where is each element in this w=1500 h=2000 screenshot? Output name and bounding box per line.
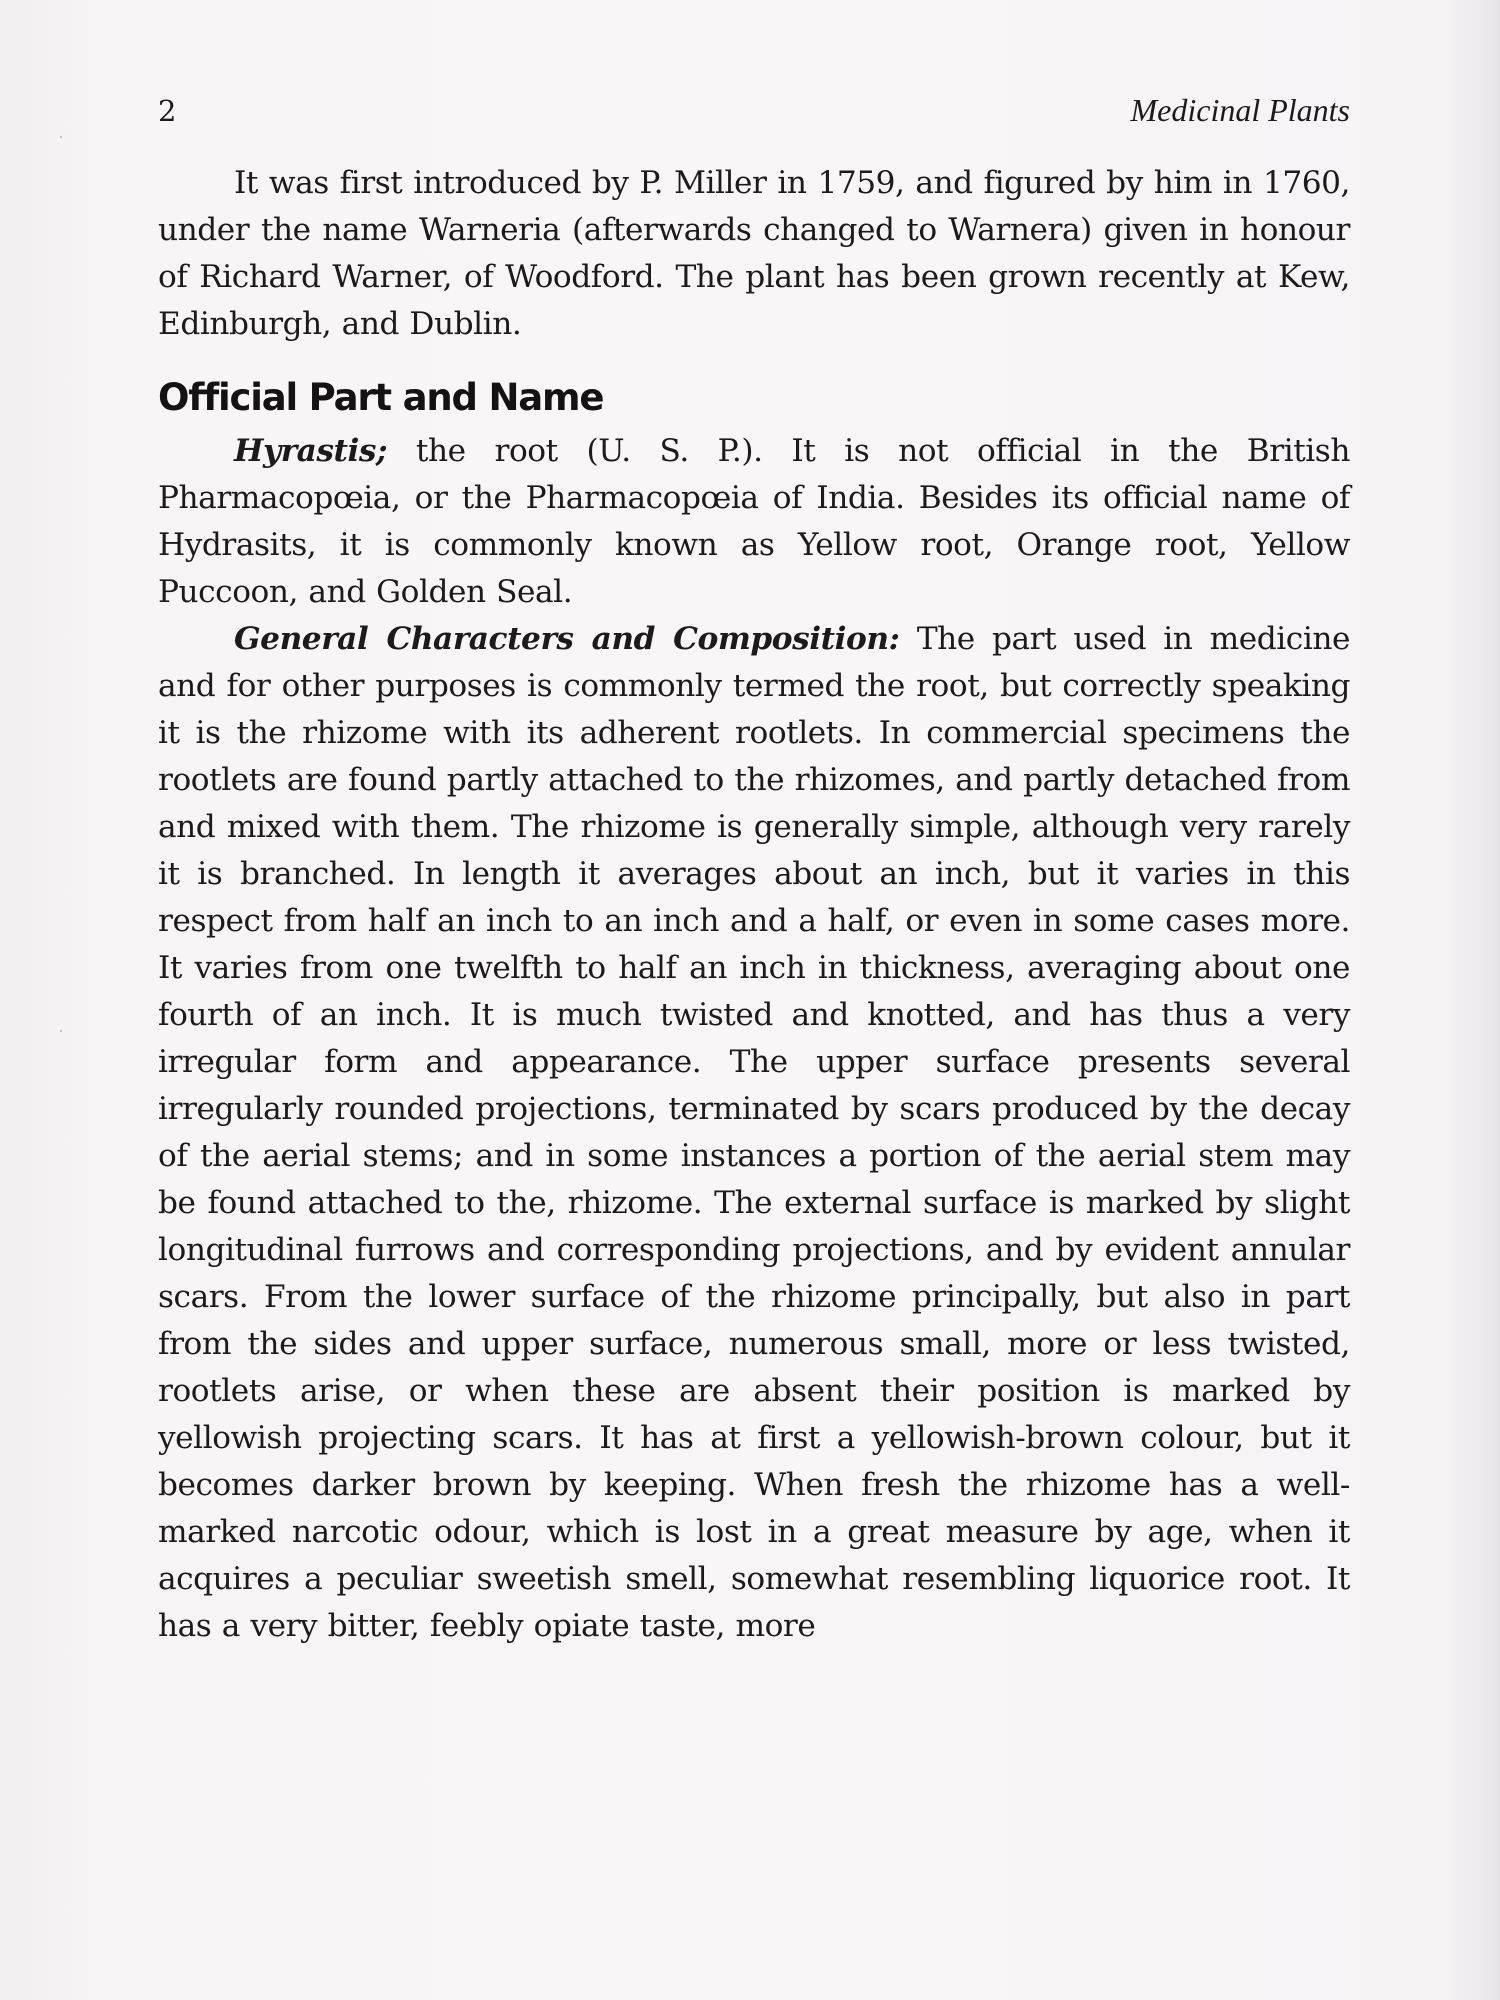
official-part-paragraph-text: the root (U. S. P.). It is not official in the British Pharmacopœia, or the Pharmacopœia of India. Besides its official name of Hydrasits, it is commonly known as Yellow root, Orange root, Yellow Puccoon, and Golden Seal. [158, 433, 1350, 610]
running-head [158, 92, 1350, 132]
page-number: 2 [158, 94, 177, 128]
section-heading: Official Part and Name [158, 376, 604, 419]
official-part-paragraph [158, 428, 1350, 616]
intro-paragraph [158, 160, 1350, 348]
book-title: Medicinal Plants [1130, 92, 1350, 128]
general-characters-paragraph-text: The part used in medicine and for other purposes is commonly termed the root, but correctly speaking it is the rhizome with its adherent rootlets. In commercial specimens the rootlets are found partly attached to the rhizomes, and partly detached from and mixed with them. The rhizome is generally simple, although very rarely it is branched. In length it averages about an inch, but it varies in this respect from half an inch to an inch and a half, or even in some cases more. It varies from one twelfth to half an inch in thickness, averaging about one fourth of an inch. It is much twisted and knotted, and has thus a very irregular form and appearance. The upper surface presents several irregularly rounded projections, terminated by scars produced by the decay of the aerial stems; and in some instances a portion of the aerial stem may be found attached to the, rhizome. The external surface is marked by slight longitudinal furrows and corresponding projections, and by evident annular scars. From the lower surface of the rhizome principally, but also in part from the sides and upper surface, numerous small, more or less twisted, rootlets arise, or when these are absent their position is marked by yellowish projecting scars. It has at first a yellowish-brown colour, but it becomes darker brown by keeping. When fresh the rhizome has a well-marked narcotic odour, which is lost in a great measure by age, when it acquires a peculiar sweetish smell, somewhat resembling liquorice root. It has a very bitter, feebly opiate taste, more [158, 621, 1350, 1644]
scan-artifact-mark [60, 136, 62, 138]
paragraph-lead-term: General Characters and Composition: [234, 621, 900, 657]
general-characters-paragraph [158, 616, 1350, 1650]
intro-paragraph-text: It was first introduced by P. Miller in 1759, and figured by him in 1760, under the name Warneria (afterwards changed to Warnera) given in honour of Richard Warner, of Woodford. The plant has been grown recently at Kew, Edinburgh, and Dublin. [158, 165, 1350, 342]
scan-artifact-mark [60, 1030, 62, 1032]
page-body [158, 160, 1350, 1650]
paragraph-lead-term: Hyrastis; [234, 433, 388, 469]
